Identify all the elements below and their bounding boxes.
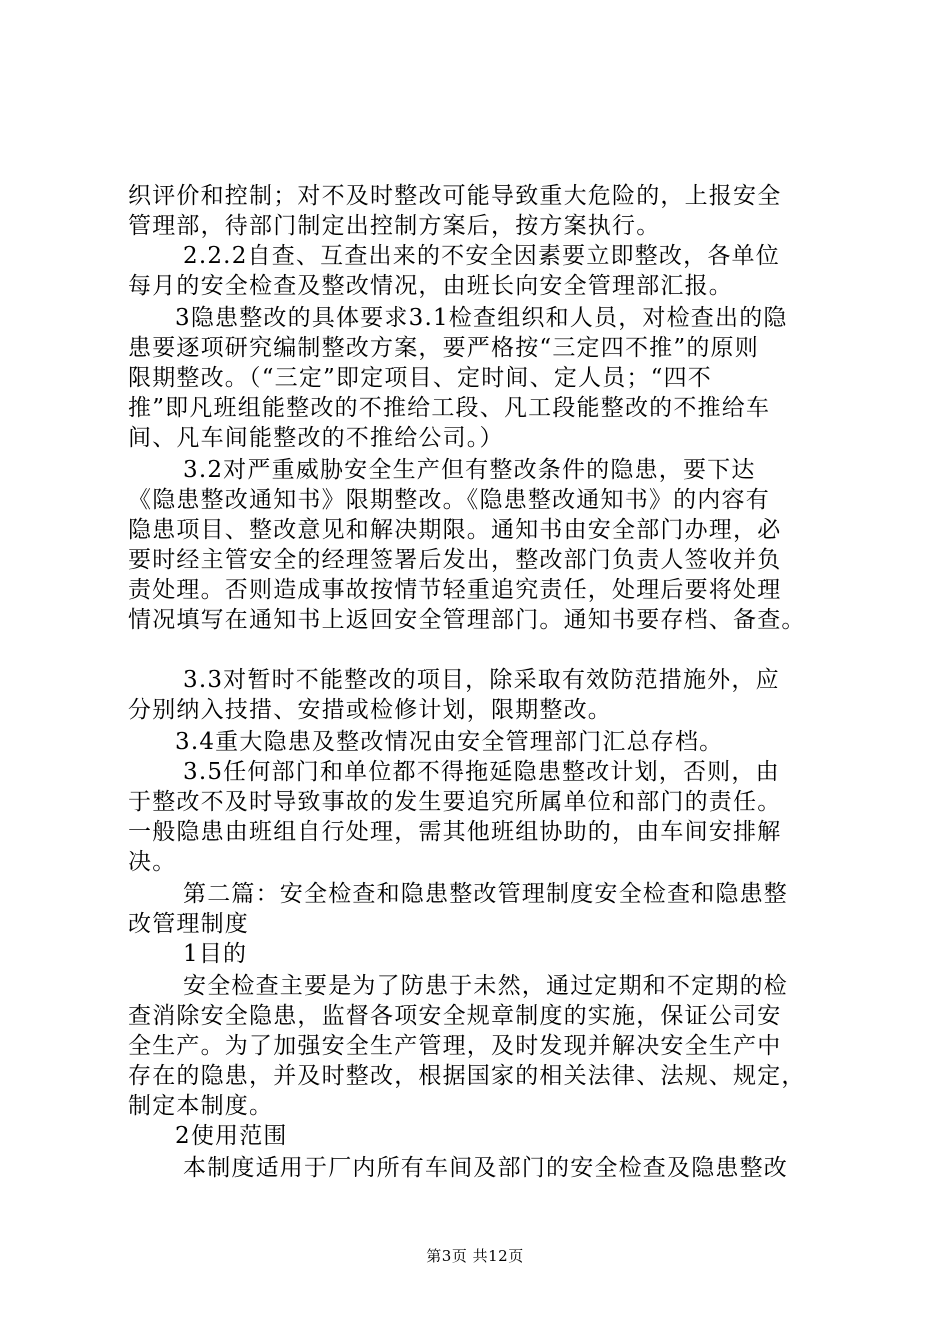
body-line: 全生产。为了加强安全生产管理，及时发现并解决安全生产中 [128,1033,782,1059]
body-line: 查消除安全隐患，监督各项安全规章制度的实施，保证公司安 [128,1003,782,1029]
body-line: 间、凡车间能整改的不推给公司。） [128,425,504,451]
body-line: 3.5任何部门和单位都不得拖延隐患整改计划，否则，由 [183,759,780,785]
body-line: 《隐患整改通知书》限期整改。《隐患整改通知书》的内容有 [128,487,770,513]
body-line: 管理部，待部门制定出控制方案后，按方案执行。 [128,213,661,239]
body-line: 要时经主管安全的经理签署后发出，整改部门负责人签收并负 [128,547,782,573]
body-line: 3.2对严重威胁安全生产但有整改条件的隐患，要下达 [183,457,756,483]
section-heading: 第二篇：安全检查和隐患整改管理制度安全检查和隐患整 [183,881,788,907]
body-line: 3.3对暂时不能整改的项目，除采取有效防范措施外，应 [183,667,780,693]
body-line: 3隐患整改的具体要求3.1检查组织和人员，对检查出的隐 [175,305,788,331]
body-line: 织评价和控制；对不及时整改可能导致重大危险的，上报安全 [128,183,782,209]
subsection-heading: 2使用范围 [175,1123,288,1149]
body-line: 存在的隐患，并及时整改，根据国家的相关法律、法规、规定， [128,1063,806,1089]
body-line: 制定本制度。 [128,1093,274,1119]
body-line: 3.4重大隐患及整改情况由安全管理部门汇总存档。 [175,729,724,755]
body-line: 患要逐项研究编制整改方案，要严格按“三定四不推”的原则 [128,335,759,361]
body-line: 安全检查主要是为了防患于未然，通过定期和不定期的检 [183,973,788,999]
body-line: 本制度适用于厂内所有车间及部门的安全检查及隐患整改 [183,1155,788,1181]
body-line: 推”即凡班组能整改的不推给工段、凡工段能整改的不推给车 [128,395,771,421]
body-line: 决。 [128,849,177,875]
body-line: 每月的安全检查及整改情况，由班长向安全管理部汇报。 [128,273,733,299]
body-line: 限期整改。（“三定”即定项目、定时间、定人员；“四不 [128,365,712,391]
body-line: 隐患项目、整改意见和解决期限。通知书由安全部门办理，必 [128,517,782,543]
body-line: 责处理。否则造成事故按情节轻重追究责任，处理后要将处理 [128,577,782,603]
subsection-heading: 1目的 [183,941,248,967]
page-number-footer: 第3页 共12页 [426,1247,524,1265]
body-line: 分别纳入技措、安措或检修计划，限期整改。 [128,697,612,723]
body-line: 一般隐患由班组自行处理，需其他班组协助的，由车间安排解 [128,819,782,845]
body-line: 情况填写在通知书上返回安全管理部门。通知书要存档、备查。 [128,607,806,633]
section-heading: 改管理制度 [128,911,249,937]
body-line: 于整改不及时导致事故的发生要追究所属单位和部门的责任。 [128,789,782,815]
body-line: 2.2.2自查、互查出来的不安全因素要立即整改，各单位 [183,243,780,269]
